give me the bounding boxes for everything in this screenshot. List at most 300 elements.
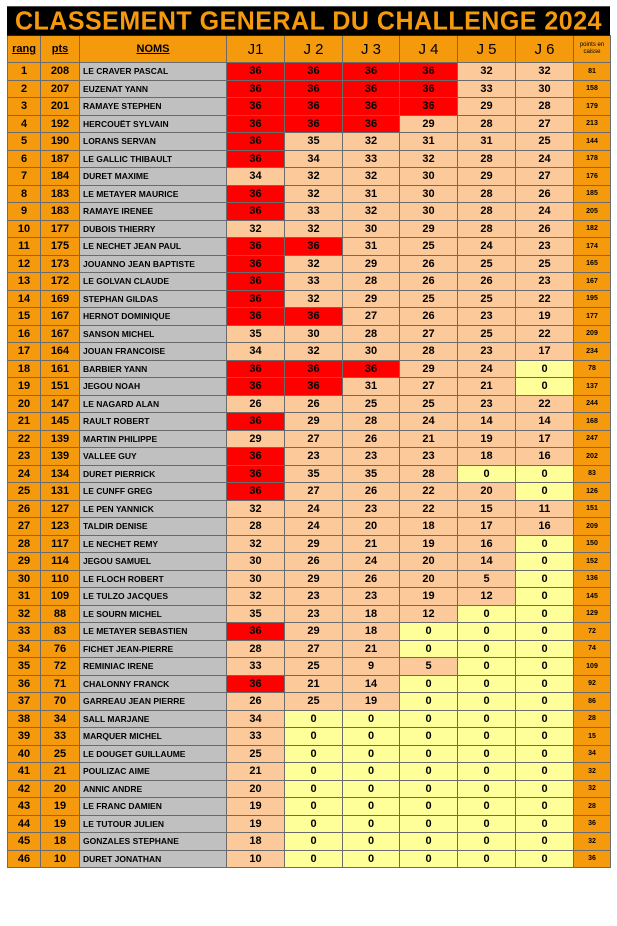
points-cell: 88 bbox=[41, 605, 80, 623]
round-score-cell: 12 bbox=[400, 605, 458, 623]
rank-cell: 19 bbox=[8, 378, 41, 396]
points-cell: 161 bbox=[41, 360, 80, 378]
caisse-cell: 185 bbox=[574, 185, 611, 203]
round-score-cell: 36 bbox=[285, 360, 343, 378]
round-score-cell: 30 bbox=[516, 80, 574, 98]
round-score-cell: 0 bbox=[343, 710, 400, 728]
round-score-cell: 18 bbox=[458, 448, 516, 466]
round-score-cell: 24 bbox=[458, 360, 516, 378]
table-row bbox=[8, 658, 611, 676]
table-row bbox=[8, 588, 611, 606]
round-score-cell: 18 bbox=[343, 605, 400, 623]
player-name-cell: LORANS SERVAN bbox=[80, 133, 227, 151]
player-name-cell: MARQUER MICHEL bbox=[80, 728, 227, 746]
player-name-cell: LE DOUGET GUILLAUME bbox=[80, 745, 227, 763]
round-score-cell: 30 bbox=[400, 203, 458, 221]
caisse-cell: 209 bbox=[574, 518, 611, 536]
points-cell: 167 bbox=[41, 325, 80, 343]
table-row bbox=[8, 308, 611, 326]
round-score-cell: 0 bbox=[516, 588, 574, 606]
caisse-cell: 15 bbox=[574, 728, 611, 746]
round-score-cell: 26 bbox=[227, 395, 285, 413]
points-cell: 183 bbox=[41, 203, 80, 221]
round-score-cell: 0 bbox=[458, 780, 516, 798]
round-score-cell: 32 bbox=[227, 220, 285, 238]
round-score-cell: 32 bbox=[516, 63, 574, 81]
table-row bbox=[8, 623, 611, 641]
round-score-cell: 0 bbox=[516, 360, 574, 378]
standings-table bbox=[7, 35, 611, 868]
round-score-cell: 35 bbox=[285, 133, 343, 151]
round-score-cell: 30 bbox=[400, 185, 458, 203]
round-score-cell: 28 bbox=[227, 518, 285, 536]
points-cell: 172 bbox=[41, 273, 80, 291]
points-cell: 177 bbox=[41, 220, 80, 238]
rank-cell: 14 bbox=[8, 290, 41, 308]
round-score-cell: 22 bbox=[400, 500, 458, 518]
points-cell: 173 bbox=[41, 255, 80, 273]
round-score-cell: 27 bbox=[343, 308, 400, 326]
round-score-cell: 36 bbox=[285, 98, 343, 116]
round-score-cell: 25 bbox=[227, 745, 285, 763]
points-cell: 151 bbox=[41, 378, 80, 396]
caisse-cell: 167 bbox=[574, 273, 611, 291]
points-cell: 10 bbox=[41, 850, 80, 868]
caisse-cell: 158 bbox=[574, 80, 611, 98]
table-row bbox=[8, 360, 611, 378]
table-row bbox=[8, 780, 611, 798]
player-name-cell: LE NECHET REMY bbox=[80, 535, 227, 553]
round-score-cell: 16 bbox=[516, 518, 574, 536]
rank-cell: 39 bbox=[8, 728, 41, 746]
caisse-cell: 32 bbox=[574, 833, 611, 851]
round-score-cell: 0 bbox=[458, 728, 516, 746]
round-score-cell: 36 bbox=[227, 115, 285, 133]
points-cell: 25 bbox=[41, 745, 80, 763]
table-row bbox=[8, 63, 611, 81]
table-row bbox=[8, 325, 611, 343]
table-row bbox=[8, 133, 611, 151]
player-name-cell: JOUAN FRANCOISE bbox=[80, 343, 227, 361]
player-name-cell: JEGOU NOAH bbox=[80, 378, 227, 396]
round-score-cell: 28 bbox=[458, 220, 516, 238]
points-cell: 183 bbox=[41, 185, 80, 203]
points-cell: 71 bbox=[41, 675, 80, 693]
rank-cell: 29 bbox=[8, 553, 41, 571]
rank-cell: 37 bbox=[8, 693, 41, 711]
caisse-cell: 205 bbox=[574, 203, 611, 221]
table-row bbox=[8, 185, 611, 203]
caisse-cell: 244 bbox=[574, 395, 611, 413]
round-score-cell: 0 bbox=[516, 693, 574, 711]
round-score-cell: 0 bbox=[516, 623, 574, 641]
round-score-cell: 32 bbox=[343, 133, 400, 151]
player-name-cell: FICHET JEAN-PIERRE bbox=[80, 640, 227, 658]
table-row bbox=[8, 535, 611, 553]
points-cell: 114 bbox=[41, 553, 80, 571]
round-score-cell: 25 bbox=[516, 133, 574, 151]
points-cell: 72 bbox=[41, 658, 80, 676]
caisse-cell: 32 bbox=[574, 780, 611, 798]
round-score-cell: 25 bbox=[285, 658, 343, 676]
caisse-cell: 179 bbox=[574, 98, 611, 116]
round-score-cell: 34 bbox=[227, 168, 285, 186]
caisse-cell: 83 bbox=[574, 465, 611, 483]
table-row bbox=[8, 430, 611, 448]
round-score-cell: 0 bbox=[458, 623, 516, 641]
rank-cell: 22 bbox=[8, 430, 41, 448]
table-row bbox=[8, 255, 611, 273]
player-name-cell: RAMAYE IRENEE bbox=[80, 203, 227, 221]
round-score-cell: 21 bbox=[343, 640, 400, 658]
table-row bbox=[8, 413, 611, 431]
round-score-cell: 28 bbox=[458, 115, 516, 133]
round-score-cell: 16 bbox=[516, 448, 574, 466]
round-score-cell: 30 bbox=[343, 343, 400, 361]
table-row bbox=[8, 203, 611, 221]
rank-cell: 33 bbox=[8, 623, 41, 641]
header-names: NOMS bbox=[80, 36, 227, 63]
caisse-cell: 137 bbox=[574, 378, 611, 396]
round-score-cell: 32 bbox=[285, 255, 343, 273]
round-score-cell: 25 bbox=[516, 255, 574, 273]
rank-cell: 21 bbox=[8, 413, 41, 431]
round-score-cell: 25 bbox=[400, 395, 458, 413]
rank-cell: 43 bbox=[8, 798, 41, 816]
round-score-cell: 0 bbox=[343, 798, 400, 816]
rank-cell: 17 bbox=[8, 343, 41, 361]
round-score-cell: 32 bbox=[227, 500, 285, 518]
points-cell: 83 bbox=[41, 623, 80, 641]
points-cell: 139 bbox=[41, 430, 80, 448]
round-score-cell: 36 bbox=[227, 63, 285, 81]
table-row bbox=[8, 850, 611, 868]
round-score-cell: 31 bbox=[400, 133, 458, 151]
round-score-cell: 29 bbox=[400, 360, 458, 378]
round-score-cell: 20 bbox=[343, 518, 400, 536]
round-score-cell: 23 bbox=[516, 273, 574, 291]
rank-cell: 24 bbox=[8, 465, 41, 483]
caisse-cell: 202 bbox=[574, 448, 611, 466]
round-score-cell: 0 bbox=[400, 675, 458, 693]
player-name-cell: LE PEN YANNICK bbox=[80, 500, 227, 518]
rank-cell: 46 bbox=[8, 850, 41, 868]
round-score-cell: 0 bbox=[458, 465, 516, 483]
round-score-cell: 26 bbox=[458, 273, 516, 291]
table-row bbox=[8, 675, 611, 693]
caisse-cell: 247 bbox=[574, 430, 611, 448]
round-score-cell: 0 bbox=[516, 570, 574, 588]
table-row bbox=[8, 798, 611, 816]
points-cell: 145 bbox=[41, 413, 80, 431]
round-score-cell: 36 bbox=[285, 80, 343, 98]
player-name-cell: GARREAU JEAN PIERRE bbox=[80, 693, 227, 711]
round-score-cell: 36 bbox=[227, 255, 285, 273]
rank-cell: 15 bbox=[8, 308, 41, 326]
round-score-cell: 5 bbox=[458, 570, 516, 588]
round-score-cell: 29 bbox=[458, 168, 516, 186]
round-score-cell: 32 bbox=[343, 203, 400, 221]
round-score-cell: 0 bbox=[516, 850, 574, 868]
round-score-cell: 0 bbox=[516, 815, 574, 833]
caisse-cell: 81 bbox=[574, 63, 611, 81]
player-name-cell: SANSON MICHEL bbox=[80, 325, 227, 343]
points-cell: 147 bbox=[41, 395, 80, 413]
header-pts: pts bbox=[41, 36, 80, 63]
round-score-cell: 27 bbox=[285, 640, 343, 658]
round-score-cell: 24 bbox=[516, 203, 574, 221]
rank-cell: 25 bbox=[8, 483, 41, 501]
round-score-cell: 28 bbox=[343, 273, 400, 291]
caisse-cell: 177 bbox=[574, 308, 611, 326]
player-name-cell: POULIZAC AIME bbox=[80, 763, 227, 781]
caisse-cell: 234 bbox=[574, 343, 611, 361]
round-score-cell: 0 bbox=[516, 675, 574, 693]
caisse-cell: 129 bbox=[574, 605, 611, 623]
player-name-cell: LE GALLIC THIBAULT bbox=[80, 150, 227, 168]
player-name-cell: JOUANNO JEAN BAPTISTE bbox=[80, 255, 227, 273]
round-score-cell: 25 bbox=[458, 290, 516, 308]
round-score-cell: 23 bbox=[400, 448, 458, 466]
table-row bbox=[8, 273, 611, 291]
points-cell: 184 bbox=[41, 168, 80, 186]
player-name-cell: LE FLOCH ROBERT bbox=[80, 570, 227, 588]
round-score-cell: 28 bbox=[458, 203, 516, 221]
round-score-cell: 23 bbox=[458, 395, 516, 413]
player-name-cell: STEPHAN GILDAS bbox=[80, 290, 227, 308]
round-score-cell: 36 bbox=[227, 203, 285, 221]
points-cell: 139 bbox=[41, 448, 80, 466]
round-score-cell: 14 bbox=[516, 413, 574, 431]
caisse-cell: 182 bbox=[574, 220, 611, 238]
round-score-cell: 27 bbox=[285, 483, 343, 501]
rank-cell: 16 bbox=[8, 325, 41, 343]
round-score-cell: 23 bbox=[343, 588, 400, 606]
caisse-cell: 151 bbox=[574, 500, 611, 518]
round-score-cell: 23 bbox=[285, 448, 343, 466]
round-score-cell: 25 bbox=[285, 693, 343, 711]
points-cell: 76 bbox=[41, 640, 80, 658]
round-score-cell: 29 bbox=[400, 220, 458, 238]
player-name-cell: LE NECHET JEAN PAUL bbox=[80, 238, 227, 256]
round-score-cell: 20 bbox=[400, 570, 458, 588]
caisse-cell: 150 bbox=[574, 535, 611, 553]
round-score-cell: 0 bbox=[516, 465, 574, 483]
rank-cell: 2 bbox=[8, 80, 41, 98]
round-score-cell: 0 bbox=[400, 763, 458, 781]
round-score-cell: 20 bbox=[227, 780, 285, 798]
rank-cell: 35 bbox=[8, 658, 41, 676]
round-score-cell: 19 bbox=[458, 430, 516, 448]
round-score-cell: 35 bbox=[227, 605, 285, 623]
rank-cell: 36 bbox=[8, 675, 41, 693]
table-row bbox=[8, 448, 611, 466]
round-score-cell: 0 bbox=[285, 745, 343, 763]
table-row bbox=[8, 80, 611, 98]
round-score-cell: 36 bbox=[227, 623, 285, 641]
round-score-cell: 31 bbox=[343, 378, 400, 396]
round-score-cell: 0 bbox=[516, 710, 574, 728]
round-score-cell: 24 bbox=[400, 413, 458, 431]
round-score-cell: 0 bbox=[458, 640, 516, 658]
points-cell: 110 bbox=[41, 570, 80, 588]
round-score-cell: 0 bbox=[400, 623, 458, 641]
round-score-cell: 0 bbox=[343, 763, 400, 781]
table-row bbox=[8, 518, 611, 536]
rank-cell: 7 bbox=[8, 168, 41, 186]
round-score-cell: 30 bbox=[400, 168, 458, 186]
caisse-cell: 78 bbox=[574, 360, 611, 378]
round-score-cell: 0 bbox=[285, 763, 343, 781]
round-score-cell: 23 bbox=[516, 238, 574, 256]
round-score-cell: 33 bbox=[227, 658, 285, 676]
table-row bbox=[8, 763, 611, 781]
caisse-cell: 176 bbox=[574, 168, 611, 186]
player-name-cell: GONZALES STEPHANE bbox=[80, 833, 227, 851]
caisse-cell: 72 bbox=[574, 623, 611, 641]
round-score-cell: 25 bbox=[458, 325, 516, 343]
header-round-4: J 4 bbox=[400, 36, 458, 63]
round-score-cell: 33 bbox=[458, 80, 516, 98]
round-score-cell: 0 bbox=[400, 780, 458, 798]
caisse-cell: 144 bbox=[574, 133, 611, 151]
caisse-cell: 136 bbox=[574, 570, 611, 588]
standings-sheet bbox=[7, 7, 610, 868]
round-score-cell: 36 bbox=[400, 63, 458, 81]
points-cell: 123 bbox=[41, 518, 80, 536]
points-cell: 70 bbox=[41, 693, 80, 711]
round-score-cell: 0 bbox=[458, 710, 516, 728]
round-score-cell: 25 bbox=[400, 290, 458, 308]
round-score-cell: 23 bbox=[458, 343, 516, 361]
round-score-cell: 9 bbox=[343, 658, 400, 676]
player-name-cell: LE GOLVAN CLAUDE bbox=[80, 273, 227, 291]
round-score-cell: 36 bbox=[285, 238, 343, 256]
table-row bbox=[8, 465, 611, 483]
round-score-cell: 23 bbox=[343, 500, 400, 518]
player-name-cell: EUZENAT YANN bbox=[80, 80, 227, 98]
round-score-cell: 36 bbox=[343, 115, 400, 133]
round-score-cell: 0 bbox=[400, 710, 458, 728]
table-row bbox=[8, 150, 611, 168]
player-name-cell: TALDIR DENISE bbox=[80, 518, 227, 536]
player-name-cell: LE SOURN MICHEL bbox=[80, 605, 227, 623]
rank-cell: 26 bbox=[8, 500, 41, 518]
round-score-cell: 21 bbox=[343, 535, 400, 553]
table-row bbox=[8, 570, 611, 588]
round-score-cell: 0 bbox=[516, 780, 574, 798]
round-score-cell: 0 bbox=[400, 728, 458, 746]
round-score-cell: 32 bbox=[285, 290, 343, 308]
round-score-cell: 12 bbox=[458, 588, 516, 606]
caisse-cell: 126 bbox=[574, 483, 611, 501]
round-score-cell: 29 bbox=[285, 413, 343, 431]
round-score-cell: 21 bbox=[227, 763, 285, 781]
table-row bbox=[8, 115, 611, 133]
round-score-cell: 0 bbox=[285, 798, 343, 816]
round-score-cell: 26 bbox=[516, 185, 574, 203]
player-name-cell: VALLEE GUY bbox=[80, 448, 227, 466]
round-score-cell: 32 bbox=[227, 588, 285, 606]
rank-cell: 10 bbox=[8, 220, 41, 238]
round-score-cell: 33 bbox=[285, 203, 343, 221]
round-score-cell: 16 bbox=[458, 535, 516, 553]
round-score-cell: 20 bbox=[400, 553, 458, 571]
player-name-cell: JEGOU SAMUEL bbox=[80, 553, 227, 571]
round-score-cell: 21 bbox=[458, 378, 516, 396]
round-score-cell: 33 bbox=[285, 273, 343, 291]
header-round-2: J 2 bbox=[285, 36, 343, 63]
table-row bbox=[8, 290, 611, 308]
round-score-cell: 23 bbox=[458, 308, 516, 326]
round-score-cell: 34 bbox=[285, 150, 343, 168]
rank-cell: 1 bbox=[8, 63, 41, 81]
round-score-cell: 36 bbox=[227, 378, 285, 396]
round-score-cell: 17 bbox=[516, 343, 574, 361]
points-cell: 109 bbox=[41, 588, 80, 606]
player-name-cell: LE NAGARD ALAN bbox=[80, 395, 227, 413]
round-score-cell: 0 bbox=[516, 640, 574, 658]
player-name-cell: CHALONNY FRANCK bbox=[80, 675, 227, 693]
round-score-cell: 27 bbox=[400, 378, 458, 396]
player-name-cell: LE METAYER SEBASTIEN bbox=[80, 623, 227, 641]
round-score-cell: 30 bbox=[227, 570, 285, 588]
header-round-6: J 6 bbox=[516, 36, 574, 63]
points-cell: 201 bbox=[41, 98, 80, 116]
round-score-cell: 27 bbox=[400, 325, 458, 343]
round-score-cell: 0 bbox=[458, 798, 516, 816]
round-score-cell: 36 bbox=[400, 98, 458, 116]
round-score-cell: 21 bbox=[400, 430, 458, 448]
round-score-cell: 0 bbox=[400, 815, 458, 833]
round-score-cell: 25 bbox=[343, 395, 400, 413]
table-row bbox=[8, 833, 611, 851]
round-score-cell: 36 bbox=[227, 273, 285, 291]
round-score-cell: 18 bbox=[227, 833, 285, 851]
points-cell: 19 bbox=[41, 798, 80, 816]
round-score-cell: 36 bbox=[227, 133, 285, 151]
points-cell: 34 bbox=[41, 710, 80, 728]
table-row bbox=[8, 728, 611, 746]
player-name-cell: DUBOIS THIERRY bbox=[80, 220, 227, 238]
round-score-cell: 23 bbox=[343, 448, 400, 466]
rank-cell: 12 bbox=[8, 255, 41, 273]
round-score-cell: 0 bbox=[400, 640, 458, 658]
round-score-cell: 0 bbox=[516, 658, 574, 676]
round-score-cell: 29 bbox=[285, 535, 343, 553]
round-score-cell: 36 bbox=[343, 360, 400, 378]
round-score-cell: 32 bbox=[343, 168, 400, 186]
round-score-cell: 36 bbox=[227, 675, 285, 693]
rank-cell: 28 bbox=[8, 535, 41, 553]
rank-cell: 3 bbox=[8, 98, 41, 116]
round-score-cell: 36 bbox=[227, 185, 285, 203]
player-name-cell: ANNIC ANDRE bbox=[80, 780, 227, 798]
round-score-cell: 19 bbox=[400, 535, 458, 553]
round-score-cell: 32 bbox=[285, 168, 343, 186]
caisse-cell: 36 bbox=[574, 815, 611, 833]
round-score-cell: 26 bbox=[400, 255, 458, 273]
player-name-cell: LE TUTOUR JULIEN bbox=[80, 815, 227, 833]
caisse-cell: 28 bbox=[574, 710, 611, 728]
round-score-cell: 0 bbox=[516, 763, 574, 781]
round-score-cell: 0 bbox=[343, 833, 400, 851]
round-score-cell: 27 bbox=[285, 430, 343, 448]
round-score-cell: 26 bbox=[516, 220, 574, 238]
round-score-cell: 28 bbox=[343, 413, 400, 431]
caisse-cell: 36 bbox=[574, 850, 611, 868]
round-score-cell: 0 bbox=[400, 850, 458, 868]
